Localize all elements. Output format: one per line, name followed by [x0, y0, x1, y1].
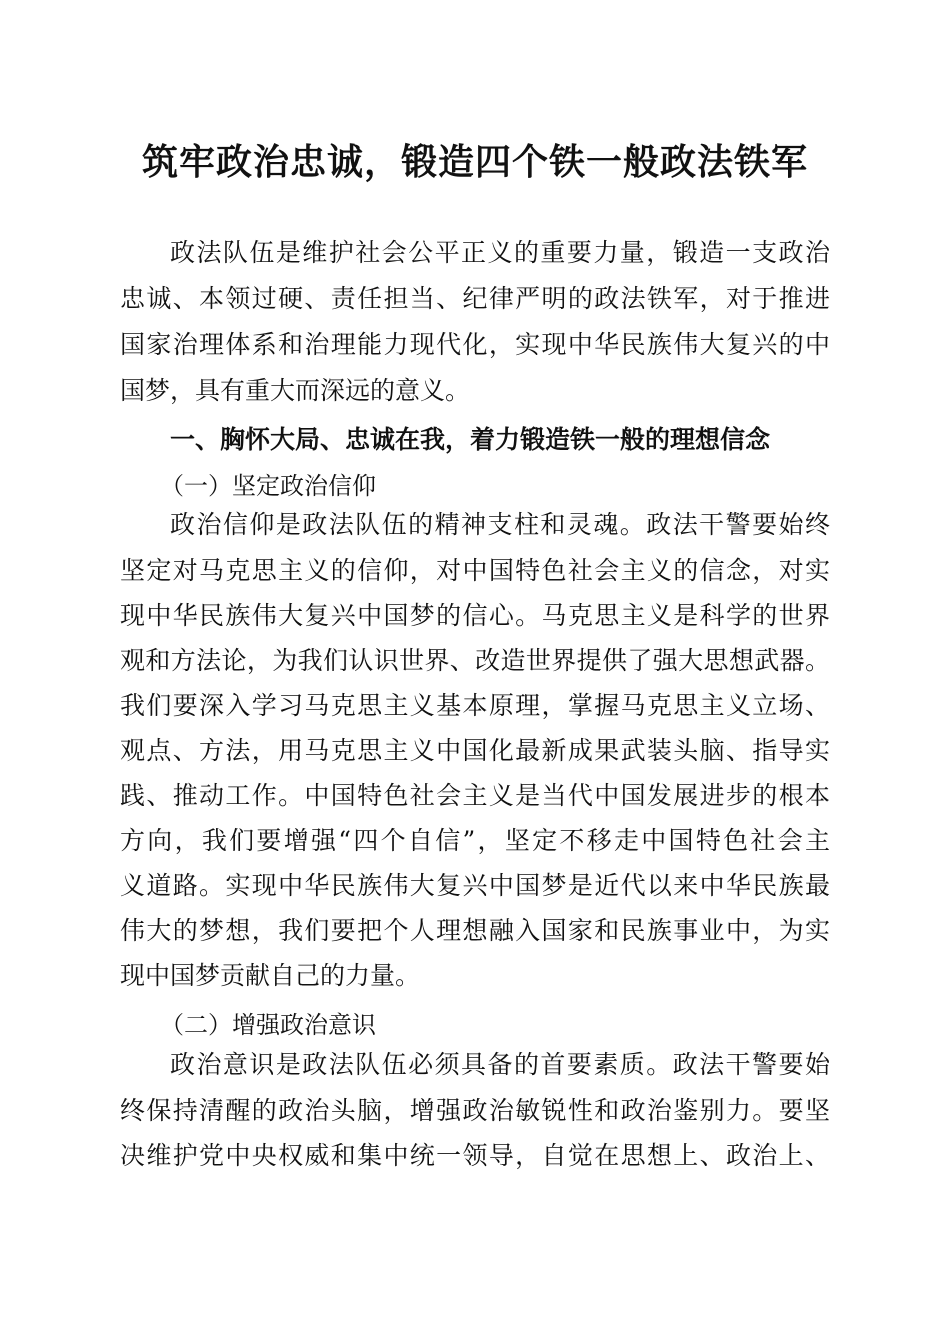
paragraph-line: 践、推动工作。中国特色社会主义是当代中国发展进步的根本: [120, 781, 830, 810]
paragraph-line: 观和方法论，为我们认识世界、改造世界提供了强大思想武器。: [120, 646, 830, 675]
paragraph-line: 我们要深入学习马克思主义基本原理，掌握马克思主义立场、: [120, 691, 830, 720]
paragraph-line: 决维护党中央权威和集中统一领导，自觉在思想上、政治上、: [120, 1141, 830, 1170]
paragraph-line: 政治信仰是政法队伍的精神支柱和灵魂。政法干警要始终: [170, 510, 830, 539]
document-title: 筑牢政治忠诚，锻造四个铁一般政法铁军: [141, 141, 808, 183]
paragraph-line: 现中国梦贡献自己的力量。: [120, 961, 421, 990]
paragraph-line: 义道路。实现中华民族伟大复兴中国梦是近代以来中华民族最: [120, 871, 830, 900]
paragraph-line: 观点、方法，用马克思主义中国化最新成果武装头脑、指导实: [120, 736, 830, 765]
intro-line: 国家治理体系和治理能力现代化，实现中华民族伟大复兴的中: [120, 330, 830, 359]
paragraph-line: 伟大的梦想，我们要把个人理想融入国家和民族事业中，为实: [120, 916, 830, 945]
intro-line: 政法队伍是维护社会公平正义的重要力量，锻造一支政治: [170, 238, 830, 267]
section-heading-1: 一、胸怀大局、忠诚在我，着力锻造铁一般的理想信念: [170, 425, 771, 454]
intro-line: 忠诚、本领过硬、责任担当、纪律严明的政法铁军，对于推进: [120, 284, 830, 313]
paragraph-line: 终保持清醒的政治头脑，增强政治敏锐性和政治鉴别力。要坚: [120, 1096, 830, 1125]
paragraph-line: 政治意识是政法队伍必须具备的首要素质。政法干警要始: [170, 1050, 830, 1079]
subsection-heading-1: （一）坚定政治信仰: [160, 472, 376, 500]
paragraph-line: 坚定对马克思主义的信仰，对中国特色社会主义的信念，对实: [120, 556, 830, 585]
intro-line: 国梦，具有重大而深远的意义。: [120, 376, 471, 405]
subsection-heading-2: （二）增强政治意识: [160, 1011, 376, 1039]
paragraph-line: 现中华民族伟大复兴中国梦的信心。马克思主义是科学的世界: [120, 601, 830, 630]
paragraph-line: 方向，我们要增强“四个自信”，坚定不移走中国特色社会主: [120, 826, 830, 855]
